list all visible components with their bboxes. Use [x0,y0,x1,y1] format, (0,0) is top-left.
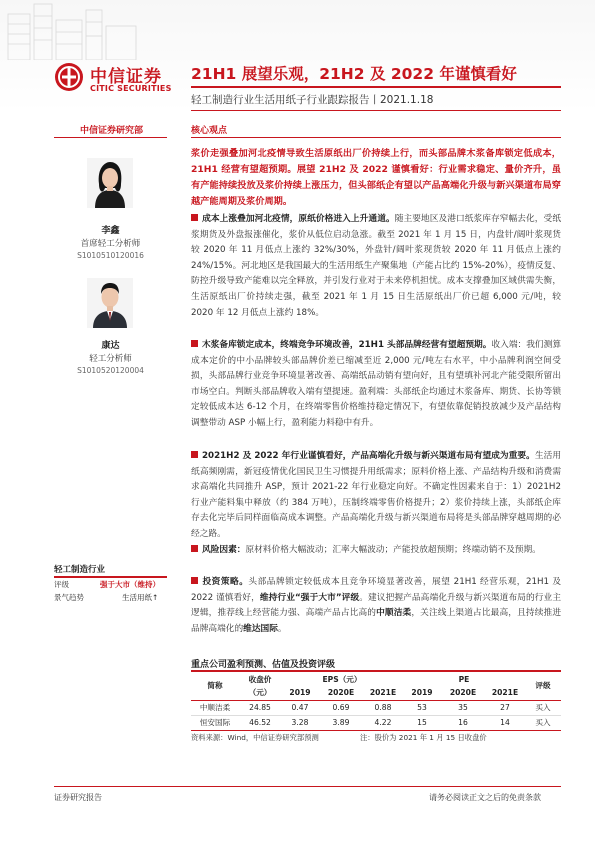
analyst-photo-kang-da [87,278,133,328]
citic-logo-icon [55,63,83,91]
eps-value: 4.22 [374,718,392,727]
pe-value: 35 [458,703,468,712]
bullet-inventory [191,338,561,432]
bullet-outlook [191,449,561,543]
eps-value: 0.88 [374,703,392,712]
analyst-name: 康达 [101,341,120,351]
footer-disclaimer: 请务必阅读正文之后的免责条款 [429,793,541,802]
core-views-divider [191,137,561,138]
eps-value: 3.89 [332,718,350,727]
col-header-year: 2019 [289,688,311,698]
col-header-year: 2021E [491,688,519,698]
table-row [191,715,561,730]
eps-value: 3.28 [291,718,309,727]
close-price: 24.85 [249,703,271,712]
trend-label: 景气趋势 [54,593,84,602]
bullet-body: 。建议把握产品高端化升级与新兴渠道布局的行业主逻辑，推荐线上经营能力强、高端产品占比高的 [191,592,562,619]
bullet-lead: 成本上涨叠加河北疫情，原纸价格进入上升通道。 [202,214,395,224]
footer-divider [54,786,561,787]
eps-value: 0.69 [332,703,350,712]
pe-value: 14 [500,718,510,727]
bullet-square-icon [191,451,198,458]
rating-value: 强于大市（维持） [100,580,160,589]
bullet-body: 收入端：我们测算成本定价的中小品牌较头部品牌价差已缩减至近 2,000 元/吨左右水平，中小品牌利润空间受损，头部品牌行业竞争环境显著改善、高端纸品动销有望向好，且有望填补河北产能受限所留出市场空白。判断头部品牌收入端有望提速。盈利端：头部纸企均通过木浆备库、期货、长协等锁定较低成本达 6-12 个月，在终端零售价格维持稳定情况下，有望依靠促销投放减少及产品结构调整带动 ASP 小幅上行，盈利能力料稳中有升。 [191,340,562,428]
industry-name: 轻工制造行业 [54,565,106,575]
table-title: 重点公司盈利预测、估值及投资评级 [191,660,336,670]
bullet-body: 随主要地区及港口纸浆库存窄幅去化，受纸浆期货及外盘报涨催化，浆价从低位启动急涨。截至 2021 年 1 月 15 日，内盘针/阔叶浆现货较 2020 年 11 月低点上涨约 32%/30%，外盘针/阔叶浆现货较 2020 年 11 月低点上涨约 24%/15%。河北地区是我国最大的生活用纸生产聚集地（产能占比约 15%-20%），疫情反复、防控升级导致产能难以完全释放，并引发行业对于未来停机担忧。成本支撑叠加区域供需失衡，生活原纸出厂价持续走强，截至 2021 年 1 月 15 日生活原纸出厂价已超 6,000 元/吨，较 2020 年 12 月低点上涨约 18%。 [191,214,562,318]
pe-value: 16 [458,718,468,727]
bullet-square-icon [191,545,198,552]
sidebar-divider [54,137,167,138]
bullet-strategy [191,575,561,637]
col-header-year: 2020E [327,688,355,698]
brand-name-cn: 中信证券 [90,67,162,87]
bullet-highlight: 维达国际 [243,623,278,634]
analyst-license-id: S1010520120004 [77,366,144,375]
core-views-title: 核心观点 [191,126,228,136]
title-divider [191,86,561,88]
brand-name-en: CITIC SECURITIES [90,84,172,93]
table-source: 资料来源：Wind，中信证券研究部预测 [191,733,319,742]
company-name: 恒安国际 [199,718,231,727]
bullet-lead: 2021H2 及 2022 年行业谨慎看好，产品高端化升级与新兴渠道布局有望成为重要。 [202,451,535,461]
report-title: 21H1 展望乐观，21H2 及 2022 年谨慎看好 [191,65,517,83]
forecast-table [191,672,561,731]
analyst-name: 李鑫 [101,226,120,236]
bullet-highlight: 维持行业“强于大市”评级 [259,592,360,603]
bullet-cost [191,212,561,321]
bullet-square-icon [191,577,198,584]
summary-paragraph: 浆价走强叠加河北疫情导致生活原纸出厂价持续上行，而头部品牌木浆备库锁定低成本，21H1 经营有望超预期。展望 21H2 及 2022 谨慎看好：行业需求稳定、量价齐升，虽有产能持续投放及浆价持续上涨压力，但头部纸企有望以产品高端化升级与新兴渠道布局穿越产能周期及浆价周期。 [191,148,561,207]
col-header-name: 简称 [207,681,223,691]
close-price: 46.52 [249,718,271,727]
eps-value: 0.47 [291,703,309,712]
report-subtitle: 轻工制造行业生活用纸子行业跟踪报告丨2021.1.18 [191,94,434,106]
bullet-lead: 木浆备库锁定成本，终端竞争环境改善，21H1 头部品牌经营有望超预期。 [202,340,492,350]
trend-value: 生活用纸↑ [122,593,159,602]
bullet-body: 头部品牌锁定较低成本且竞争环境显著改善，展望 21H1 经营乐观，21H1 及 2022 谨慎看好， [191,577,562,603]
rating-label: 评级 [54,580,69,589]
col-header-rating: 评级 [535,681,551,691]
research-dept-title: 中信证券研究部 [80,126,144,136]
rating-value: 买入 [535,718,551,727]
bullet-body: 原材料价格大幅波动；汇率大幅波动；产能投放超预期；终端动销不及预期。 [245,545,541,555]
pe-value: 27 [500,703,510,712]
bullet-square-icon [191,214,198,221]
header-divider [191,110,561,111]
table-row [191,700,561,715]
bullet-square-icon [191,340,198,347]
skyline-decoration [0,0,200,60]
col-header-year: 2020E [449,688,477,698]
col-header-pe: PE [458,674,470,684]
bullet-body: 。 [277,623,287,634]
bullet-highlight: 中顺洁柔 [376,608,412,619]
bullet-risk [191,543,561,559]
analyst-license-id: S1010510120016 [77,251,144,260]
bullet-lead: 风险因素： [202,545,246,555]
col-header-price: 收盘价 [248,674,272,684]
col-header-year: 2019 [411,688,433,698]
bullet-body: 生活用纸高频刚需，新冠疫情优化国民卫生习惯提升用纸需求；原料价格上涨、产品结构升级和消费需求高端化共同推升 ASP，预计 2021-22 年行业稳定向好。不确定性因素来自于：1）2021H2 行业产能料集中释放（约 384 万吨），压制终端零售价格提升；2）浆价持续上涨，头部纸企库存去化完毕后同样面临高成本调整。产品高端化升级与新兴渠道布局将是头部品牌穿越周期的必经之路。 [191,451,562,539]
bullet-body: ，关注线上渠道占比最高，且持续推进品牌高端化的 [191,608,561,634]
col-header-year: 2021E [369,688,397,698]
pe-value: 53 [417,703,427,712]
company-name: 中顺洁柔 [199,703,231,712]
col-header-price-unit: （元） [248,688,272,698]
table-note: 注：股价为 2021 年 1 月 15 日收盘价 [360,733,487,742]
rating-divider [54,576,167,578]
analyst-title: 轻工分析师 [89,354,132,364]
analyst-photo-li-xin [87,158,133,208]
pe-value: 15 [417,718,427,727]
analyst-title: 首席轻工分析师 [80,239,141,249]
rating-value: 买入 [535,703,551,712]
footer-report-type: 证券研究报告 [54,793,102,802]
col-header-eps: EPS（元） [322,674,362,684]
bullet-lead: 投资策略。 [202,577,249,587]
